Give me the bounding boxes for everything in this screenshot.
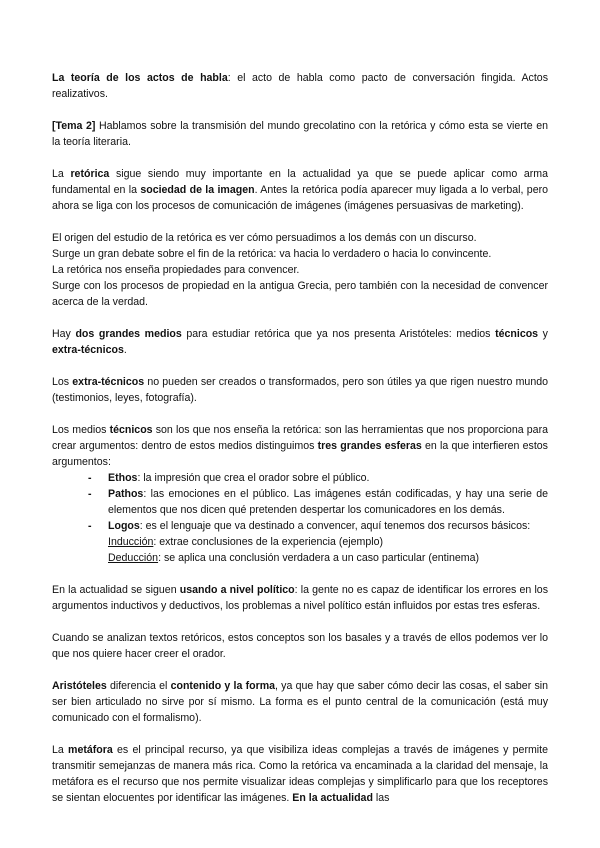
paragraph-tema-2: [Tema 2] Hablamos sobre la transmisión del mundo grecolatino con la retórica y cómo esta se vierte en la teoría literaria. [52, 120, 548, 148]
paragraph-textos-retoricos: Cuando se analizan textos retóricos, estos conceptos son los basales y a través de ellos podemos ver lo que nos quiere hacer creer el orador. [52, 632, 548, 660]
paragraph-nivel-politico: En la actualidad se siguen usando a nivel político: la gente no es capaz de identificar los errores en los argumentos inductivos y deductivos, los problemas a nivel político están influidos por estas tres esferas. [52, 584, 548, 612]
logos-induccion: Inducción: extrae conclusiones de la experiencia (ejemplo) [108, 536, 384, 548]
paragraph-dos-medios: Hay dos grandes medios para estudiar retórica que ya nos presenta Aristóteles: medios técnicos y extra-técnicos. [52, 328, 548, 356]
esferas-list [52, 470, 548, 566]
paragraph-origen [52, 230, 548, 310]
origen-line-3: La retórica nos enseña propiedades para convencer. [52, 264, 300, 276]
origen-line-2: Surge un gran debate sobre el fin de la retórica: va hacia lo verdadero o hacia lo convincente. [52, 248, 492, 260]
paragraph-aristoteles: Aristóteles diferencia el contenido y la forma, ya que hay que saber cómo decir las cosas, el saber sin ser bien articulado no sirve por sí mismo. La forma es el punto central de la comunicación (está muy comunicado con el formalismo). [52, 680, 548, 724]
logos-deduccion: Deducción: se aplica una conclusión verdadera a un caso particular (entinema) [108, 552, 479, 564]
paragraph-retorica: La retórica sigue siendo muy importante en la actualidad ya que se puede aplicar como arma fundamental en la sociedad de la imagen. Antes la retórica podía aparecer muy ligada a lo verbal, pero ahora se liga con los procesos de comunicación de imágenes (imágenes persuasivas de marketing). [52, 168, 548, 212]
paragraph-speech-acts: La teoría de los actos de habla: el acto de habla como pacto de conversación fingida. Actos realizativos. [52, 72, 548, 100]
origen-line-1: El origen del estudio de la retórica es ver cómo persuadimos a los demás con un discurso. [52, 232, 477, 244]
paragraph-metafora: La metáfora es el principal recurso, ya que visibiliza ideas complejas a través de imágenes y permite transmitir semejanzas de manera más rica. Como la retórica va encaminada a la claridad del mensaje, la metáfora es el recurso que nos permite visualizar ideas complejas y simplificarlo para que los receptores se sientan elocuentes por identificar las imágenes. En la actualidad las [52, 744, 548, 804]
list-item-logos: - Logos: es el lenguaje que va destinado a convencer, aquí tenemos dos recursos básicos: Inducción: extrae conclusiones de la experiencia (ejemplo) Deducción: se aplica una conclusión verdadera a un caso particular (entinema) [88, 518, 548, 566]
list-item-pathos: - Pathos: las emociones en el público. Las imágenes están codificadas, y hay una serie de elementos que nos dicen qué pretenden despertar los comunicadores en los demás. [88, 486, 548, 518]
list-item-ethos: - Ethos: la impresión que crea el orador sobre el público. [88, 470, 548, 486]
origen-line-4: Surge con los procesos de propiedad en la antigua Grecia, pero también con la necesidad de convencer acerca de la verdad. [52, 280, 548, 308]
paragraph-tecnicos: Los medios técnicos son los que nos enseña la retórica: son las herramientas que nos proporciona para crear argumentos: dentro de estos medios distinguimos tres grandes esferas en la que interfieren estos argumentos: [52, 424, 548, 468]
paragraph-extra-tecnicos: Los extra-técnicos no pueden ser creados o transformados, pero son útiles ya que rigen nuestro mundo (testimonios, leyes, fotografía). [52, 376, 549, 404]
